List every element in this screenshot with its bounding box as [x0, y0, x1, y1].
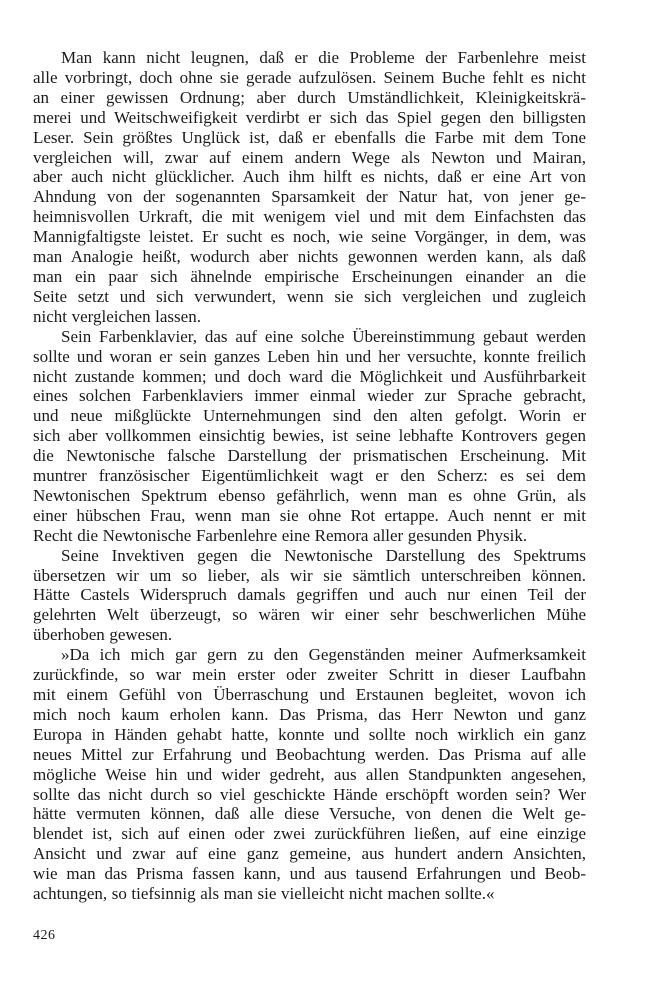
- text-line: »Da ich mich gar gern zu den Gegenständen meiner Aufmerksamkeit: [61, 645, 586, 665]
- text-line: sich aber vollkommen einsichtig bewies, ist seine lebhafte Kontrovers gegen: [33, 426, 586, 446]
- text-line: muntrer französischer Eigentümlichkeit wagt er den Scherz: es sei dem: [33, 466, 586, 486]
- text-line: Seite setzt und sich verwundert, wenn sie sich vergleichen und zugleich: [33, 286, 586, 306]
- text-line: vergleichen will, zwar auf einem andern Wege als Newton und Mairan,: [33, 147, 586, 167]
- text-line: heimnisvollen Urkraft, die mit wenigem viel und mit dem Einfachsten das: [33, 207, 586, 227]
- text-line: und neue mißglückte Unternehmungen sind den alten gefolgt. Worin er: [33, 406, 586, 426]
- text-line: hätte vermuten können, daß alle diese Versuche, von denen die Welt ge-: [33, 804, 586, 824]
- text-line: alle vorbringt, doch ohne sie gerade aufzulösen. Seinem Buche fehlt es nicht: [33, 67, 586, 87]
- text-line: Ahndung von der sogenannten Sparsamkeit der Natur hat, von jener ge-: [33, 187, 586, 207]
- text-line: mich noch kaum erholen kann. Das Prisma, das Herr Newton und ganz: [33, 704, 586, 724]
- text-line: Leser. Sein größtes Unglück ist, daß er ebenfalls die Farbe mit dem Tone: [33, 127, 586, 147]
- page-number: 426: [33, 928, 56, 943]
- text-line: übersetzen wir um so lieber, als wir sie sämtlich unterschreiben können.: [33, 565, 586, 585]
- text-line: Recht die Newtonische Farbenlehre eine Remora aller gesunden Physik.: [33, 525, 528, 545]
- text-line: aber auch nicht glücklicher. Auch ihm hilft es nichts, daß er eine Art von: [33, 167, 586, 187]
- text-line: blendet ist, sich auf einen oder zwei zurückführen ließen, auf eine einzige: [33, 824, 586, 844]
- text-line: achtungen, so tiefsinnig als man sie vielleicht nicht machen sollte.«: [33, 884, 495, 904]
- text-line: neues Mittel zur Erfahrung und Beobachtung werden. Das Prisma auf alle: [33, 744, 586, 764]
- text-line: nicht zustande kommen; und doch ward die Möglichkeit und Ausführbarkeit: [33, 366, 586, 386]
- text-line: Sein Farbenklavier, das auf eine solche Übereinstimmung gebaut werden: [61, 326, 586, 346]
- text-line: Ansicht und zwar auf eine ganz gemeine, aus hundert andern Ansichten,: [33, 844, 586, 864]
- text-line: sollte das nicht durch so viel geschickte Hände erschöpft worden sein? Wer: [33, 784, 586, 804]
- text-line: zurückfinde, so war mein erster oder zweiter Schritt in dieser Laufbahn: [33, 665, 586, 685]
- body-text: [33, 48, 586, 904]
- text-line: die Newtonische falsche Darstellung der prismatischen Erscheinung. Mit: [33, 446, 586, 466]
- text-line: man ein paar sich ähnelnde empirische Erscheinungen einander an die: [33, 266, 586, 286]
- text-line: einer hübschen Frau, wenn man sie ohne Rot ertappe. Auch nennt er mit: [33, 505, 586, 525]
- text-line: Man kann nicht leugnen, daß er die Probleme der Farbenlehre meist: [61, 48, 586, 67]
- text-line: gelehrten Welt überzeugt, so wären wir einer sehr beschwerlichen Mühe: [33, 605, 586, 625]
- text-line: Hätte Castels Widerspruch damals gegriffen und auch nur einen Teil der: [33, 585, 586, 605]
- text-line: man Analogie heißt, wodurch aber nichts gewonnen werden kann, als daß: [33, 247, 586, 267]
- text-line: merei und Weitschweifigkeit verdirbt er sich das Spiel gegen den billigsten: [33, 107, 586, 127]
- text-line: wie man das Prisma fassen kann, und aus tausend Erfahrungen und Beob-: [33, 864, 586, 884]
- text-line: überhoben gewesen.: [33, 625, 173, 645]
- text-line: Mannigfaltigste leistet. Er sucht es noch, wie seine Vorgänger, in dem, was: [33, 227, 586, 247]
- text-line: eines solchen Farbenklaviers immer einmal wieder zur Sprache gebracht,: [33, 386, 586, 406]
- text-line: nicht vergleichen lassen.: [33, 306, 201, 326]
- text-line: mögliche Weise hin und wider gedreht, aus allen Standpunkten angesehen,: [33, 764, 586, 784]
- text-line: Seine Invektiven gegen die Newtonische Darstellung des Spektrums: [61, 545, 586, 565]
- text-line: sollte und woran er sein ganzes Leben hin und her versuchte, konnte freilich: [33, 346, 586, 366]
- text-line: mit einem Gefühl von Überraschung und Erstaunen begleitet, wovon ich: [33, 685, 586, 704]
- text-line: an einer gewissen Ordnung; aber durch Umständlichkeit, Kleinigkeitskrä-: [33, 87, 586, 107]
- text-line: Europa in Händen gehabt hatte, konnte und sollte noch wirklich ein ganz: [33, 724, 586, 744]
- text-line: Newtonischen Spektrum ebenso gefährlich, wenn man es ohne Grün, als: [33, 485, 586, 505]
